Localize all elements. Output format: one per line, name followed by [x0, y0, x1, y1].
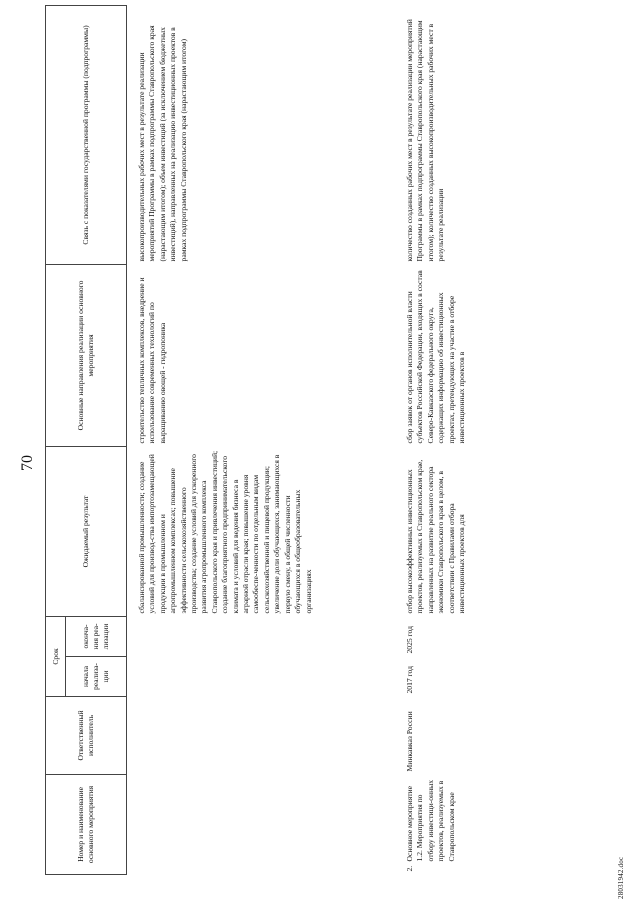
row-executor: Минкавказ России [405, 711, 414, 772]
document-code: 28031942.doc [617, 856, 625, 899]
row-directions: сбор заявок от органов исполнительной власти субъектов Российской Федерации, входящих в состав Северо-Кавказского федерального округа, содержащих информацию об инвестиционных проектах, претендующих на участие в отборе инвестиционных проектов в [405, 270, 467, 444]
row-result: отбор высокоэффективных инвестиционных проектов, реализуемых в Ставропольском крае, направленных на развитие реального сектора экономики Ставропольского края в целом, в соответствии с Правилами отбора инвестиционных проектов для [405, 459, 467, 614]
row-executor [135, 696, 395, 774]
header-name: Номер и наименование основного мероприятия [46, 774, 127, 874]
header-end: оконча-ния реа-лизации [66, 616, 127, 656]
row-number [135, 865, 395, 875]
table-row [135, 5, 395, 874]
header-row [46, 5, 66, 874]
row-name: Основное мероприятие 1.2. Мероприятия по отбору инвестици-онных проектов, реализуемых в Ставропольском крае [405, 779, 456, 862]
row-number: 2. [405, 865, 414, 872]
page-number: 70 [19, 455, 36, 471]
header-term: Срок [46, 616, 66, 696]
header-link: Связь с показателями государственной программы (подпрограммы) [46, 5, 127, 264]
row-end [135, 616, 395, 656]
header-result: Ожидаемый результат [46, 446, 127, 616]
header-executor: Ответственный исполнитель [46, 696, 127, 774]
program-table [45, 5, 469, 875]
row-name [135, 774, 395, 864]
header-directions: Основные направления реализации основного мероприятия [46, 264, 127, 446]
table-row [403, 5, 469, 874]
row-result: сбалансированной промышленности; создание условий для производ-ства импортозамещающей продукции в промышленном и агропромышленном комплексах; повышение эффективности сельскохозяйственного производства; создание условий для ускоренного развития агропромышленного комплекса Ставропольского края и привлечения инвестиций; создание благоприятного предпринимательского климата и условий для ведения бизнеса в аграрной отрасли края; повышение уровня самообеспе-ченности по отдельным видам сельскохозяйственной и пищевой продукции; увеличение доли обучающихся, занимающихся в первую смену, в общей численности обучающихся в общеобразовательных организациях [137, 450, 313, 614]
row-directions: строительство тепличных комплексов, внедрение и использование современных технологий по выращиванию овощей - гидропоника [137, 277, 167, 444]
row-link: высокопроизводительных рабочих мест в результате реализации мероприятий Программы в рамках подпрограммы Ставропольского края (нарастающим итогом); объем инвестиций (за исключением бюджетных инвестиций), направленных на реализацию инвестиционных проектов в рамках подпрограммы Ставропольского края (нарастающим итогом) [137, 25, 188, 262]
header-start: начала реализа-ции [66, 656, 127, 696]
row-link: количество созданных рабочих мест в результате реализации мероприятий Программы в рамках подпрограммы Ставропольского края (нарастающим итогом); количество созданных высокопроизводительных рабочих мест в результате реализации [405, 19, 446, 262]
row-start: 2017 год [405, 666, 414, 694]
row-end: 2025 год [405, 626, 414, 654]
row-start [135, 656, 395, 696]
